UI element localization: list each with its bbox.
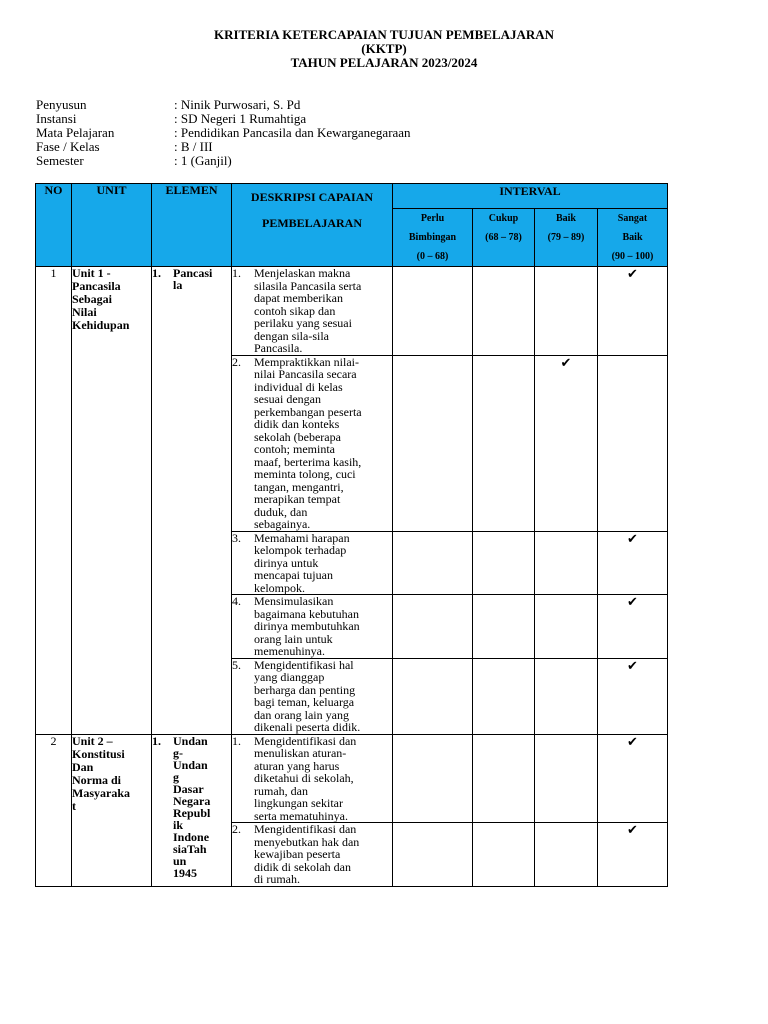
title-line-2: (KKTP) — [361, 41, 407, 56]
deskripsi-line: dikenali peserta didik. — [254, 720, 361, 734]
check-mark-icon: ✔ — [627, 266, 638, 281]
info-label: Semester — [36, 153, 84, 168]
deskripsi-line: contoh sikap dan — [254, 303, 336, 318]
interval-cell-sangat-baik — [598, 355, 668, 531]
row-number: 2 — [36, 734, 72, 886]
info-label: Mata Pelajaran — [36, 125, 115, 140]
elemen-cell — [152, 734, 232, 886]
info-value: : Pendidikan Pancasila dan Kewarganegaraan — [174, 125, 411, 140]
deskripsi-cell — [232, 355, 393, 531]
interval-cell-baik — [535, 823, 598, 887]
interval-cell-sangat-baik — [598, 658, 668, 734]
deskripsi-number: 3. — [232, 530, 241, 545]
header-deskripsi-line1: DESKRIPSI CAPAIAN — [250, 190, 374, 204]
header-baik-range: (79 – 89) — [547, 232, 585, 243]
elemen-number: 1. — [152, 733, 161, 748]
check-mark-icon: ✔ — [627, 530, 638, 546]
deskripsi-line: silasila Pancasila serta — [254, 278, 362, 293]
deskripsi-line: Memahami harapan — [254, 530, 350, 545]
info-row-instansi — [36, 112, 411, 126]
elemen-number: 1. — [152, 266, 161, 280]
interval-cell-cukup — [473, 355, 535, 531]
deskripsi-number: 2. — [232, 354, 241, 369]
deskripsi-line: di rumah. — [254, 872, 300, 886]
elemen-line: g — [173, 769, 179, 784]
table-row — [36, 734, 668, 823]
info-block — [36, 98, 411, 168]
deskripsi-line: bagaimana kebutuhan — [254, 606, 359, 621]
elemen-line: g- — [173, 745, 183, 760]
interval-cell-perlu-bimbingan — [393, 823, 473, 887]
interval-cell-perlu-bimbingan — [393, 355, 473, 531]
header-deskripsi — [232, 184, 393, 267]
title-line-3: TAHUN PELAJARAN 2023/2024 — [290, 55, 478, 70]
check-mark-icon: ✔ — [627, 657, 638, 673]
header-perlu-line2: Bimbingan — [408, 232, 457, 243]
elemen-line: siaTah — [173, 841, 207, 856]
deskripsi-line: dan orang lain yang — [254, 707, 349, 722]
header-unit: UNIT — [72, 184, 152, 267]
interval-cell-cukup — [473, 267, 535, 356]
header-baik-line1: Baik — [555, 213, 576, 224]
deskripsi-line: dirinya membutuhkan — [254, 619, 360, 633]
header-baik — [535, 209, 598, 267]
unit-line: Masyaraka — [72, 785, 130, 800]
deskripsi-cell — [232, 531, 393, 595]
unit-line: Nilai — [72, 305, 97, 319]
deskripsi-cell — [232, 267, 393, 356]
elemen-line: 1945 — [173, 865, 197, 880]
interval-cell-perlu-bimbingan — [393, 658, 473, 734]
info-row-fase-kelas — [36, 140, 411, 154]
interval-cell-baik — [535, 734, 598, 823]
elemen-line: Dasar — [173, 781, 204, 796]
deskripsi-line: nilai Pancasila secara — [254, 367, 357, 381]
interval-cell-perlu-bimbingan — [393, 595, 473, 659]
header-cukup-range: (68 – 78) — [485, 232, 522, 243]
deskripsi-line: Mempraktikkan nilai- — [254, 354, 359, 369]
deskripsi-line: didik di sekolah dan — [254, 859, 351, 874]
header-cukup-line1: Cukup — [488, 213, 519, 224]
deskripsi-line: duduk, dan — [254, 504, 308, 519]
deskripsi-line: contoh; meminta — [254, 442, 335, 456]
deskripsi-number: 1. — [232, 733, 241, 748]
header-sangat-line2: Baik — [622, 232, 643, 243]
check-mark-icon: ✔ — [627, 594, 638, 609]
deskripsi-cell — [232, 734, 393, 823]
unit-line: Dan — [72, 759, 94, 774]
kktp-table — [35, 183, 668, 887]
elemen-text — [173, 267, 212, 291]
interval-cell-cukup — [473, 531, 535, 595]
interval-cell-baik — [535, 267, 598, 356]
deskripsi-line: bagi teman, keluarga — [254, 695, 355, 709]
header-sangat-range: (90 – 100) — [611, 251, 654, 262]
info-row-penyusun — [36, 98, 411, 112]
deskripsi-line: meminta tolong, cuci — [254, 467, 356, 481]
header-sangat-baik — [598, 209, 668, 267]
deskripsi-line: menyebutkan hak dan — [254, 834, 360, 849]
deskripsi-text — [254, 823, 359, 886]
deskripsi-text — [254, 267, 361, 355]
info-value: : 1 (Ganjil) — [174, 153, 232, 168]
interval-cell-perlu-bimbingan — [393, 267, 473, 356]
elemen-line: ik — [173, 817, 184, 832]
info-row-mata-pelajaran — [36, 126, 411, 140]
elemen-text — [173, 735, 210, 879]
elemen-line: Pancasi — [173, 266, 213, 280]
deskripsi-line: perilaku yang sesuai — [254, 316, 352, 330]
interval-cell-perlu-bimbingan — [393, 531, 473, 595]
table-row — [36, 267, 668, 356]
unit-cell — [72, 267, 152, 735]
elemen-line: un — [173, 853, 187, 868]
deskripsi-line: Mengidentifikasi dan — [254, 733, 357, 748]
header-deskripsi-line2: PEMBELAJARAN — [261, 216, 362, 230]
elemen-line: la — [173, 278, 183, 292]
deskripsi-line: dapat memberikan — [254, 291, 343, 305]
deskripsi-line: sebagainya. — [254, 517, 311, 531]
deskripsi-number: 5. — [232, 657, 241, 672]
deskripsi-line: Mengidentifikasi dan — [254, 822, 357, 836]
deskripsi-line: lingkungan sekitar — [254, 796, 343, 810]
interval-cell-baik — [535, 531, 598, 595]
deskripsi-number: 4. — [232, 594, 241, 608]
deskripsi-text — [254, 595, 360, 658]
info-value: : Ninik Purwosari, S. Pd — [174, 97, 301, 112]
interval-cell-perlu-bimbingan — [393, 734, 473, 823]
deskripsi-line: kewajiban peserta — [254, 847, 341, 861]
deskripsi-line: perkembangan peserta — [254, 404, 362, 419]
row-number: 1 — [36, 267, 72, 735]
check-mark-icon: ✔ — [560, 354, 572, 370]
header-perlu-bimbingan — [393, 209, 473, 267]
deskripsi-line: sekolah (beberapa — [254, 429, 341, 444]
elemen-line: Republ — [173, 805, 211, 820]
unit-line: Sebagai — [72, 292, 113, 306]
deskripsi-line: didik dan konteks — [254, 417, 340, 431]
deskripsi-line: berharga dan penting — [254, 682, 356, 697]
unit-line: Unit 1 - — [72, 266, 111, 280]
unit-line: Kehidupan — [72, 318, 130, 332]
deskripsi-text — [254, 532, 350, 595]
unit-line: Konstitusi — [72, 746, 125, 761]
table-body — [36, 267, 668, 887]
info-row-semester — [36, 154, 411, 168]
deskripsi-line: maaf, berterima kasih, — [254, 454, 362, 469]
elemen-cell — [152, 267, 232, 735]
header-perlu-line1: Perlu — [420, 213, 445, 224]
deskripsi-line: tangan, mengantri, — [254, 479, 344, 494]
deskripsi-line: kelompok. — [254, 580, 305, 595]
title-line-1: KRITERIA KETERCAPAIAN TUJUAN PEMBELAJARAN — [213, 27, 555, 42]
deskripsi-number: 1. — [232, 266, 241, 280]
elemen-line: Negara — [173, 793, 211, 808]
unit-line: Norma di — [72, 772, 121, 787]
deskripsi-line: orang lain untuk — [254, 631, 333, 646]
interval-cell-sangat-baik — [598, 267, 668, 356]
info-value: : B / III — [174, 139, 213, 154]
interval-cell-baik — [535, 595, 598, 659]
deskripsi-text — [254, 735, 356, 823]
header-cukup — [473, 209, 535, 267]
deskripsi-cell — [232, 595, 393, 659]
deskripsi-number: 2. — [232, 822, 241, 836]
unit-cell — [72, 734, 152, 886]
document-title — [0, 28, 768, 70]
deskripsi-line: Mengidentifikasi hal — [254, 657, 354, 672]
header-no: NO — [36, 184, 72, 267]
header-perlu-range: (0 – 68) — [416, 251, 449, 262]
deskripsi-cell — [232, 823, 393, 887]
unit-line: t — [72, 798, 76, 813]
deskripsi-line: individual di kelas — [254, 379, 343, 394]
deskripsi-line: kelompok terhadap — [254, 543, 347, 557]
unit-line: Pancasila — [72, 279, 121, 293]
deskripsi-text — [254, 356, 362, 531]
interval-cell-sangat-baik — [598, 823, 668, 887]
deskripsi-line: dirinya untuk — [254, 555, 319, 570]
header-interval: INTERVAL — [393, 184, 668, 209]
interval-cell-cukup — [473, 658, 535, 734]
deskripsi-line: serta mematuhinya. — [254, 808, 348, 823]
check-mark-icon: ✔ — [627, 733, 638, 749]
interval-cell-sangat-baik — [598, 595, 668, 659]
info-label: Instansi — [36, 111, 77, 126]
interval-cell-cukup — [473, 595, 535, 659]
deskripsi-line: aturan yang harus — [254, 758, 340, 773]
info-label: Penyusun — [36, 97, 87, 112]
deskripsi-line: sesuai dengan — [254, 392, 321, 406]
elemen-line: Undan — [173, 757, 208, 772]
deskripsi-text — [254, 659, 360, 734]
interval-cell-baik — [535, 658, 598, 734]
deskripsi-line: memenuhinya. — [254, 644, 325, 658]
header-elemen: ELEMEN — [152, 184, 232, 267]
elemen-line: Undan — [173, 733, 208, 748]
deskripsi-line: merapikan tempat — [254, 492, 341, 506]
interval-cell-sangat-baik — [598, 734, 668, 823]
deskripsi-line: yang dianggap — [254, 670, 325, 684]
interval-cell-cukup — [473, 823, 535, 887]
deskripsi-line: mencapai tujuan — [254, 568, 333, 582]
info-label: Fase / Kelas — [36, 139, 100, 154]
deskripsi-line: menuliskan aturan- — [254, 746, 347, 760]
deskripsi-line: Pancasila. — [254, 341, 303, 355]
deskripsi-cell — [232, 658, 393, 734]
interval-cell-sangat-baik — [598, 531, 668, 595]
deskripsi-line: rumah, dan — [254, 783, 308, 798]
unit-line: Unit 2 – — [72, 733, 113, 748]
info-value: : SD Negeri 1 Rumahtiga — [174, 111, 307, 126]
deskripsi-line: diketahui di sekolah, — [254, 771, 354, 785]
header-sangat-line1: Sangat — [617, 213, 648, 224]
elemen-line: Indone — [173, 829, 210, 844]
deskripsi-line: dengan sila-sila — [254, 328, 329, 343]
interval-cell-baik — [535, 355, 598, 531]
deskripsi-line: Menjelaskan makna — [254, 266, 351, 280]
deskripsi-line: Mensimulasikan — [254, 594, 334, 608]
check-mark-icon: ✔ — [627, 822, 638, 837]
interval-cell-cukup — [473, 734, 535, 823]
